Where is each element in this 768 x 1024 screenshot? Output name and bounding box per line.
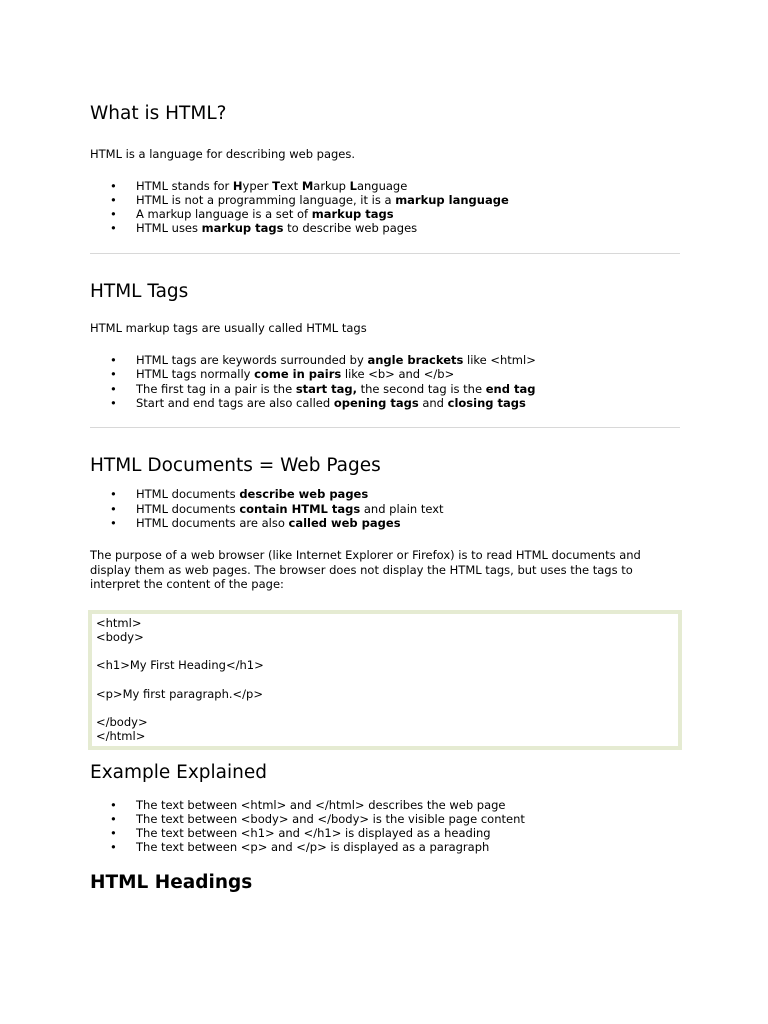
bold-text: called web pages: [288, 515, 401, 530]
list-item: [90, 502, 680, 516]
paragraph-line: The purpose of a web browser (like Internet Explorer or Firefox) is to read HTML documents and: [90, 548, 641, 563]
text: yper: [242, 178, 273, 193]
list-item: [90, 798, 680, 812]
list-item: [90, 179, 680, 193]
text: to describe web pages: [283, 221, 418, 236]
text: The first tag in a pair is the: [136, 381, 296, 396]
list-item: [90, 826, 680, 840]
code-line: <html>: [96, 615, 142, 630]
bold-text: markup tags: [201, 221, 284, 236]
bold-text: come in pairs: [254, 367, 342, 382]
list-item: [90, 367, 680, 381]
paragraph-line: interpret the content of the page:: [90, 577, 284, 592]
text: like <html>: [463, 353, 536, 368]
text: Start and end tags are also called: [136, 396, 334, 411]
html-tags-intro: HTML markup tags are usually called HTML tags: [90, 320, 367, 335]
code-line: [96, 673, 674, 687]
text: HTML tags normally: [136, 367, 255, 382]
text: and: [418, 396, 448, 411]
text: HTML uses: [136, 221, 202, 236]
bold-text: markup tags: [311, 207, 394, 222]
text: arkup: [313, 178, 350, 193]
text: HTML stands for: [136, 178, 233, 193]
heading-html-documents: HTML Documents = Web Pages: [90, 455, 381, 477]
bold-text: closing tags: [447, 396, 526, 411]
bold-text: opening tags: [333, 396, 419, 411]
text: The text between <p> and </p> is displayed as a paragraph: [136, 840, 490, 855]
paragraph-line: display them as web pages. The browser does not display the HTML tags, but uses the tags to: [90, 562, 633, 577]
text: HTML documents are also: [136, 515, 289, 530]
code-line: [96, 701, 674, 715]
list-item: [90, 396, 680, 410]
list-item: [90, 207, 680, 221]
list-item: [90, 382, 680, 396]
example-explained-list: [90, 798, 680, 855]
text: HTML tags are keywords surrounded by: [136, 353, 368, 368]
code-line: <body>: [96, 629, 144, 644]
html-documents-list: [90, 487, 680, 530]
bold-text: L: [349, 178, 357, 193]
list-item: [90, 193, 680, 207]
document-content: [90, 102, 680, 895]
code-line: <h1>My First Heading</h1>: [96, 658, 264, 673]
text: A markup language is a set of: [136, 207, 312, 222]
text: The text between <html> and </html> describes the web page: [136, 797, 506, 812]
heading-html-headings: HTML Headings: [90, 871, 253, 893]
list-item: [90, 353, 680, 367]
what-is-html-list: [90, 179, 680, 236]
bold-text: T: [272, 178, 280, 193]
text: The text between <h1> and </h1> is displayed as a heading: [136, 826, 491, 841]
list-item: [90, 487, 680, 501]
bold-text: markup language: [395, 192, 509, 207]
bold-text: angle brackets: [367, 353, 464, 368]
code-example-box: [88, 610, 682, 750]
text: the second tag is the: [356, 381, 486, 396]
text: HTML is not a programming language, it is a: [136, 192, 396, 207]
text: ext: [279, 178, 302, 193]
list-item: [90, 516, 680, 530]
list-item: [90, 840, 680, 854]
code-line: </body>: [96, 715, 148, 730]
heading-example-explained: Example Explained: [90, 761, 267, 783]
code-line: <p>My first paragraph.</p>: [96, 686, 263, 701]
list-item: [90, 221, 680, 235]
text: and plain text: [360, 501, 444, 516]
heading-html-tags: HTML Tags: [90, 280, 189, 302]
code-line: </html>: [96, 729, 146, 744]
text: The text between <body> and </body> is the visible page content: [136, 811, 525, 826]
code-line: [96, 644, 674, 658]
list-item: [90, 812, 680, 826]
heading-what-is-html: What is HTML?: [90, 103, 227, 124]
bold-text: end tag: [485, 381, 536, 396]
bold-text: describe web pages: [239, 487, 369, 502]
text: HTML documents: [136, 501, 240, 516]
bold-text: M: [301, 178, 314, 193]
text: anguage: [356, 178, 408, 193]
text: like <b> and </b>: [341, 367, 455, 382]
bold-text: contain HTML tags: [239, 501, 361, 516]
bold-text: H: [232, 178, 243, 193]
html-tags-list: [90, 353, 680, 410]
browser-purpose-paragraph: [90, 548, 680, 592]
text: HTML documents: [136, 487, 240, 502]
what-is-html-intro: HTML is a language for describing web pages.: [90, 147, 356, 161]
bold-text: start tag,: [295, 381, 357, 396]
